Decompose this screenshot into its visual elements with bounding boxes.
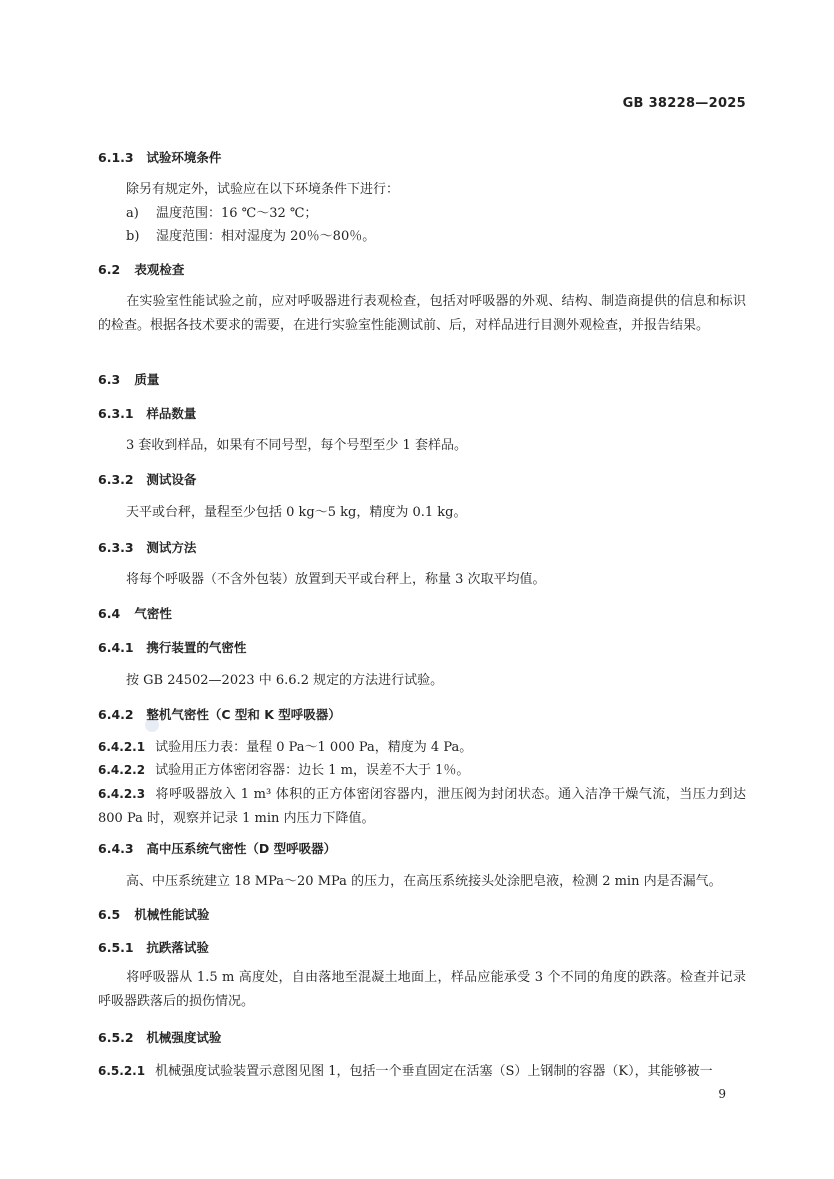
section-number: 6.4.2 (98, 707, 134, 722)
section-title: 携行装置的气密性 (146, 640, 247, 655)
clause-text: 将呼吸器放入 1 m³ 体积的正方体密闭容器内，泄压阀为封闭状态。通入洁净干燥气流，当压力到达 800 Pa 时，观察并记录 1 min 内压力下降值。 (98, 787, 746, 826)
section-number: 6.4.1 (98, 640, 134, 655)
section-heading-6-5 (98, 907, 209, 923)
list-marker: b) (126, 229, 140, 244)
clause-6-5-2-1 (98, 1063, 713, 1080)
clause-6-4-2-2 (98, 762, 469, 779)
clause-text: 试验用正方体密闭容器：边长 1 m，误差不大于 1％。 (155, 763, 470, 778)
paragraph-6-3-3: 将每个呼吸器（不含外包装）放置到天平或台秤上，称量 3 次取平均值。 (126, 572, 546, 587)
section-title: 机械性能试验 (134, 907, 210, 922)
list-marker: a) (126, 206, 139, 221)
list-item-b (126, 229, 375, 245)
paragraph-6-4-1: 按 GB 24502—2023 中 6.6.2 规定的方法进行试验。 (126, 673, 444, 688)
section-heading-6-3-3 (98, 540, 196, 556)
list-text: 温度范围：16 ℃～32 ℃； (156, 206, 318, 221)
section-title: 机械强度试验 (146, 1030, 222, 1045)
section-number: 6.3.1 (98, 406, 134, 421)
section-heading-6-3 (98, 372, 159, 388)
section-title: 整机气密性（C 型和 K 型呼吸器） (146, 707, 341, 722)
section-number: 6.5.2 (98, 1030, 134, 1045)
paragraph-text: 将呼吸器从 1.5 m 高度处，自由落地至混凝土地面上，样品应能承受 3 个不同的角度的跌落。检查并记录呼吸器跌落后的损伤情况。 (98, 970, 746, 1009)
section-heading-6-1-3 (98, 150, 221, 166)
document-code: GB 38228—2025 (622, 96, 746, 111)
section-heading-6-3-2 (98, 472, 196, 488)
paragraph-6-3-1: 3 套收到样品，如果有不同号型，每个号型至少 1 套样品。 (126, 438, 467, 453)
section-title: 试验环境条件 (146, 150, 222, 165)
page-number: 9 (718, 1087, 726, 1101)
section-title: 测试方法 (146, 540, 197, 555)
paragraph-6-3-2: 天平或台秤，量程至少包括 0 kg～5 kg，精度为 0.1 kg。 (126, 505, 467, 520)
paragraph-6-4-3: 高、中压系统建立 18 MPa～20 MPa 的压力，在高压系统接头处涂肥皂液，检测 2 min 内是否漏气。 (126, 874, 722, 889)
section-number: 6.3.3 (98, 540, 134, 555)
section-heading-6-4-1 (98, 640, 246, 656)
paragraph-6-1-3-intro: 除另有规定外，试验应在以下环境条件下进行： (126, 182, 400, 197)
section-title: 表观检查 (134, 262, 185, 277)
section-title: 抗跌落试验 (146, 940, 209, 955)
section-heading-6-2 (98, 262, 184, 278)
clause-text: 机械强度试验装置示意图见图 1，包括一个垂直固定在活塞（S）上钢制的容器（K），其能够被一 (155, 1064, 713, 1079)
clause-text: 试验用压力表：量程 0 Pa～1 000 Pa，精度为 4 Pa。 (155, 740, 473, 755)
section-heading-6-5-2 (98, 1030, 221, 1046)
paragraph-6-2 (98, 290, 746, 338)
clause-number: 6.4.2.2 (98, 763, 146, 777)
section-heading-6-4-2 (98, 707, 341, 723)
section-title: 气密性 (134, 606, 172, 621)
list-text: 湿度范围：相对湿度为 20％～80％。 (156, 229, 376, 244)
section-heading-6-4 (98, 606, 172, 622)
section-title: 测试设备 (146, 472, 197, 487)
section-number: 6.5.1 (98, 940, 134, 955)
section-number: 6.1.3 (98, 150, 134, 165)
list-item-a (126, 206, 317, 222)
clause-6-4-2-3 (98, 782, 746, 831)
clause-number: 6.4.2.1 (98, 740, 146, 754)
clause-number: 6.4.2.3 (98, 787, 146, 801)
section-title: 质量 (134, 372, 160, 387)
section-heading-6-5-1 (98, 940, 209, 956)
clause-6-4-2-1 (98, 739, 472, 756)
section-number: 6.3 (98, 372, 121, 387)
section-heading-6-4-3 (98, 841, 336, 857)
section-number: 6.5 (98, 907, 121, 922)
section-number: 6.4 (98, 606, 121, 621)
section-title: 高中压系统气密性（D 型呼吸器） (146, 841, 337, 856)
clause-number: 6.5.2.1 (98, 1064, 146, 1078)
paragraph-text: 在实验室性能试验之前，应对呼吸器进行表观检查，包括对呼吸器的外观、结构、制造商提供的信息和标识的检查。根据各技术要求的需要，在进行实验室性能测试前、后，对样品进行目测外观检查，并报告结果。 (98, 294, 746, 333)
section-title: 样品数量 (146, 406, 197, 421)
section-number: 6.2 (98, 262, 121, 277)
section-number: 6.4.3 (98, 841, 134, 856)
section-number: 6.3.2 (98, 472, 134, 487)
paragraph-6-5-1 (98, 966, 746, 1014)
section-heading-6-3-1 (98, 406, 196, 422)
